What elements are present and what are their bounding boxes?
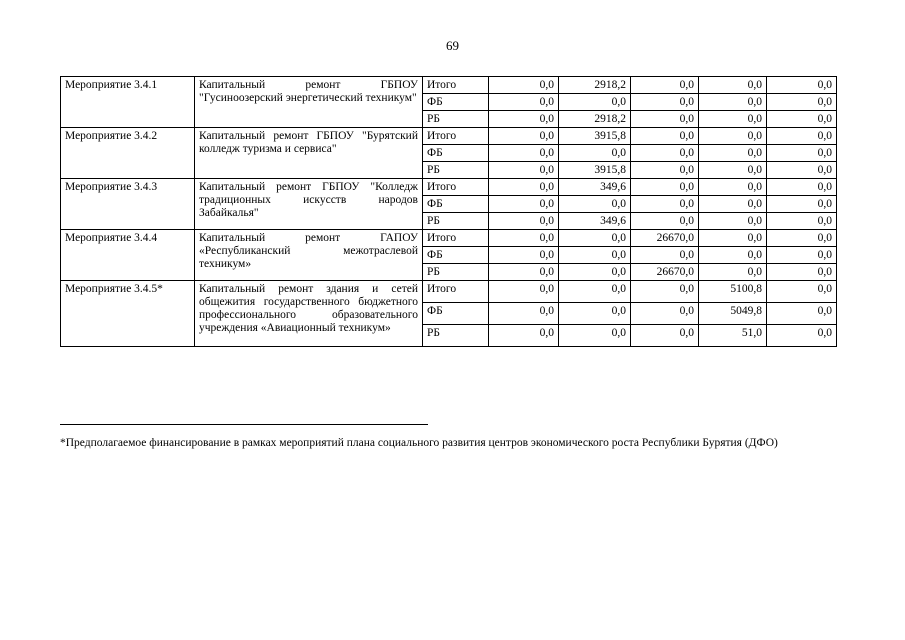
amount-cell: 3915,8 (559, 128, 631, 145)
table-row (61, 77, 837, 94)
funding-source-cell: Итого (423, 128, 489, 145)
table-row (61, 281, 837, 303)
funding-source-cell: РБ (423, 325, 489, 347)
amount-cell: 0,0 (631, 94, 699, 111)
description-cell: Капитальный ремонт ГБПОУ "Бурятский колледж туризма и сервиса" (195, 128, 423, 179)
amount-cell: 0,0 (489, 303, 559, 325)
amount-cell: 0,0 (631, 281, 699, 303)
amount-cell: 0,0 (767, 325, 837, 347)
description-cell: Капитальный ремонт ГБПОУ "Колледж традиционных искусств народов Забайкалья" (195, 179, 423, 230)
page-number: 69 (446, 38, 459, 53)
activity-cell: Мероприятие 3.4.1 (61, 77, 195, 128)
amount-cell: 0,0 (489, 325, 559, 347)
amount-cell: 0,0 (767, 196, 837, 213)
amount-cell: 0,0 (767, 213, 837, 230)
amount-cell: 0,0 (631, 179, 699, 196)
amount-cell: 0,0 (489, 179, 559, 196)
amount-cell: 0,0 (559, 230, 631, 247)
amount-cell: 0,0 (767, 247, 837, 264)
amount-cell: 0,0 (489, 281, 559, 303)
amount-cell: 0,0 (699, 230, 767, 247)
amount-cell: 0,0 (631, 247, 699, 264)
table-row (61, 230, 837, 247)
funding-source-cell: ФБ (423, 303, 489, 325)
funding-source-cell: Итого (423, 77, 489, 94)
amount-cell: 0,0 (699, 179, 767, 196)
amount-cell: 0,0 (699, 77, 767, 94)
amount-cell: 0,0 (559, 196, 631, 213)
amount-cell: 0,0 (559, 247, 631, 264)
activity-cell: Мероприятие 3.4.4 (61, 230, 195, 281)
funding-source-cell: ФБ (423, 145, 489, 162)
activity-cell: Мероприятие 3.4.2 (61, 128, 195, 179)
amount-cell: 0,0 (631, 303, 699, 325)
amount-cell: 0,0 (767, 111, 837, 128)
amount-cell: 2918,2 (559, 77, 631, 94)
amount-cell: 3915,8 (559, 162, 631, 179)
amount-cell: 0,0 (559, 281, 631, 303)
amount-cell: 0,0 (631, 111, 699, 128)
amount-cell: 0,0 (767, 128, 837, 145)
amount-cell: 0,0 (489, 264, 559, 281)
amount-cell: 0,0 (489, 94, 559, 111)
amount-cell: 0,0 (767, 303, 837, 325)
amount-cell: 0,0 (699, 111, 767, 128)
amount-cell: 5100,8 (699, 281, 767, 303)
amount-cell: 5049,8 (699, 303, 767, 325)
amount-cell: 0,0 (489, 128, 559, 145)
amount-cell: 0,0 (699, 247, 767, 264)
budget-table (60, 76, 837, 347)
description-cell: Капитальный ремонт ГБПОУ "Гусиноозерский энергетический техникум" (195, 77, 423, 128)
amount-cell: 26670,0 (631, 264, 699, 281)
amount-cell: 0,0 (699, 196, 767, 213)
amount-cell: 0,0 (489, 196, 559, 213)
amount-cell: 0,0 (631, 162, 699, 179)
amount-cell: 0,0 (767, 264, 837, 281)
amount-cell: 349,6 (559, 213, 631, 230)
amount-cell: 0,0 (489, 111, 559, 128)
amount-cell: 0,0 (559, 94, 631, 111)
footnote-divider (60, 424, 428, 425)
funding-source-cell: Итого (423, 281, 489, 303)
amount-cell: 0,0 (489, 213, 559, 230)
amount-cell: 0,0 (699, 145, 767, 162)
amount-cell: 0,0 (767, 77, 837, 94)
footnote: *Предполагаемое финансирование в рамках мероприятий плана социального развития центров экономического роста Республики Бурятия (ДФО) (60, 437, 778, 449)
amount-cell: 0,0 (699, 162, 767, 179)
amount-cell: 0,0 (489, 77, 559, 94)
amount-cell: 0,0 (767, 230, 837, 247)
amount-cell: 0,0 (699, 128, 767, 145)
table-row (61, 128, 837, 145)
amount-cell: 0,0 (559, 145, 631, 162)
amount-cell: 349,6 (559, 179, 631, 196)
amount-cell: 0,0 (767, 162, 837, 179)
funding-source-cell: РБ (423, 264, 489, 281)
funding-source-cell: РБ (423, 162, 489, 179)
funding-source-cell: Итого (423, 230, 489, 247)
amount-cell: 0,0 (489, 162, 559, 179)
amount-cell: 26670,0 (631, 230, 699, 247)
amount-cell: 0,0 (489, 230, 559, 247)
amount-cell: 0,0 (489, 145, 559, 162)
table-row (61, 179, 837, 196)
amount-cell: 0,0 (631, 77, 699, 94)
funding-source-cell: Итого (423, 179, 489, 196)
description-cell: Капитальный ремонт здания и сетей общежития государственного бюджетного профессионального образовательного учреждения «Авиационный техникум» (195, 281, 423, 347)
amount-cell: 0,0 (699, 213, 767, 230)
funding-source-cell: РБ (423, 213, 489, 230)
amount-cell: 0,0 (559, 264, 631, 281)
funding-source-cell: ФБ (423, 247, 489, 264)
amount-cell: 0,0 (767, 281, 837, 303)
amount-cell: 0,0 (559, 325, 631, 347)
amount-cell: 0,0 (489, 247, 559, 264)
amount-cell: 0,0 (631, 325, 699, 347)
amount-cell: 0,0 (767, 145, 837, 162)
amount-cell: 2918,2 (559, 111, 631, 128)
activity-cell: Мероприятие 3.4.3 (61, 179, 195, 230)
amount-cell: 0,0 (699, 94, 767, 111)
amount-cell: 0,0 (559, 303, 631, 325)
amount-cell: 0,0 (631, 145, 699, 162)
description-cell: Капитальный ремонт ГАПОУ «Республиканский межотраслевой техникум» (195, 230, 423, 281)
amount-cell: 0,0 (767, 179, 837, 196)
amount-cell: 0,0 (767, 94, 837, 111)
amount-cell: 0,0 (699, 264, 767, 281)
amount-cell: 0,0 (631, 213, 699, 230)
funding-source-cell: ФБ (423, 94, 489, 111)
activity-cell: Мероприятие 3.4.5* (61, 281, 195, 347)
amount-cell: 51,0 (699, 325, 767, 347)
amount-cell: 0,0 (631, 128, 699, 145)
funding-source-cell: РБ (423, 111, 489, 128)
funding-source-cell: ФБ (423, 196, 489, 213)
amount-cell: 0,0 (631, 196, 699, 213)
